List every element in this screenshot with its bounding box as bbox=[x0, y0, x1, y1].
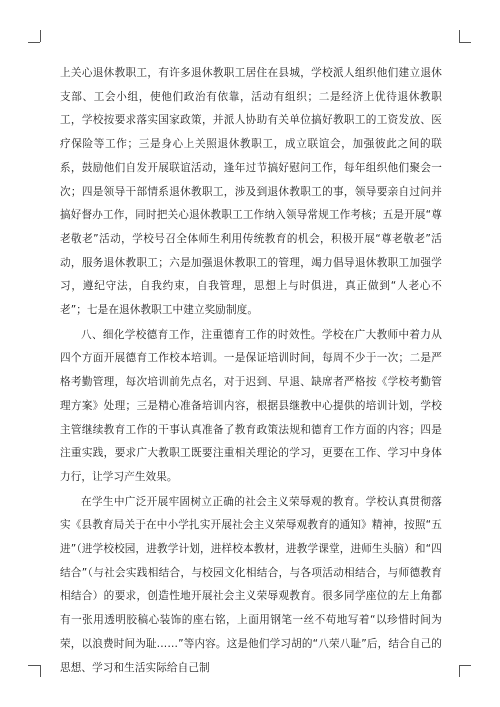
paragraph-retired-staff-care: 上关心退休教职工，有许多退休教职工居住在县城，学校派人组织他们建立退休支部、工会小组，使他们政治有依靠，活动有组织；二是经济上优待退休教职工，学校按要求落实国家政策，并派人协助有关单位搞好教职工的工资发放、医疗保险等工作；三是身心上关照退休教职工，成立联谊会，加强彼此之间的联系，鼓励他们自发开展联谊活动，逢年过节搞好慰问工作，每年组织他们聚会一次；四是领导干部情系退休教职工，涉及到退休教职工的事，领导要亲自过问并搞好督办工作，同时把关心退休教职工工作纳入领导常规工作考核；五是开展“尊老敬老”活动，学校号召全体师生利用传统教育的机会，积极开展“尊老敬老”活动，服务退休教职工；六是加强退休教职工的管理，竭力倡导退休教职工加强学习，遵纪守法，自我约束，自我管理，思想上与时俱进，真正做到“人老心不老”；七是在退休教职工中建立奖励制度。 bbox=[60, 67, 442, 317]
crop-mark-top-right-v bbox=[459, 30, 460, 42]
crop-mark-bottom-right-h bbox=[459, 665, 471, 666]
crop-mark-top-left-v bbox=[40, 30, 41, 42]
paragraph-honor-disgrace-education: 在学生中广泛开展牢固树立正确的社会主义荣辱观的教育。学校认真贯彻落实《县教育局关于在中小学扎实开展社会主义荣辱观教育的通知》精神，按照“五进”（进学校校园，进教学计划，进样校本教材，进教学课堂，进师生头脑）和“四结合”（与社会实践相结合，与校园文化相结合，与各项活动相结合，与师德教育相结合）的要求，创造性地开展社会主义荣辱观教育。很多同学座位的左上角都有一张用透明胶稿心装饰的座右铭，上面用钢笔一丝不苟地写着“以珍惜时间为荣，以浪费时间为耻……”等内容。这是他们学习胡的“八荣八耻”后，结合自己的思想、学习和生活实际给自己制 bbox=[60, 495, 442, 674]
crop-mark-bottom-right-v bbox=[459, 665, 460, 677]
document-body bbox=[60, 62, 442, 680]
paragraph-moral-education-training: 八、细化学校德育工作，注重德育工作的时效性。学校在广大教师中着力从四个方面开展德育工作校本培训。一是保证培训时间，每周不少于一次；二是严格考勤管理，每次培训前先点名，对于迟到、早退、缺席者严格按《学校考勤管理方案》处理；三是精心准备培训内容，根据县继教中心提供的培训计划，学校主管继续教育工作的干事认真准备了教育政策法规和德育工作方面的内容；四是注重实践，要求广大教职工既要注重相关理论的学习，更要在工作、学习中身体力行，让学习产生效果。 bbox=[60, 328, 442, 483]
crop-mark-bottom-left-h bbox=[28, 665, 40, 666]
crop-mark-top-left-h bbox=[28, 42, 40, 43]
crop-mark-bottom-left-v bbox=[40, 665, 41, 677]
crop-mark-top-right-h bbox=[459, 42, 471, 43]
